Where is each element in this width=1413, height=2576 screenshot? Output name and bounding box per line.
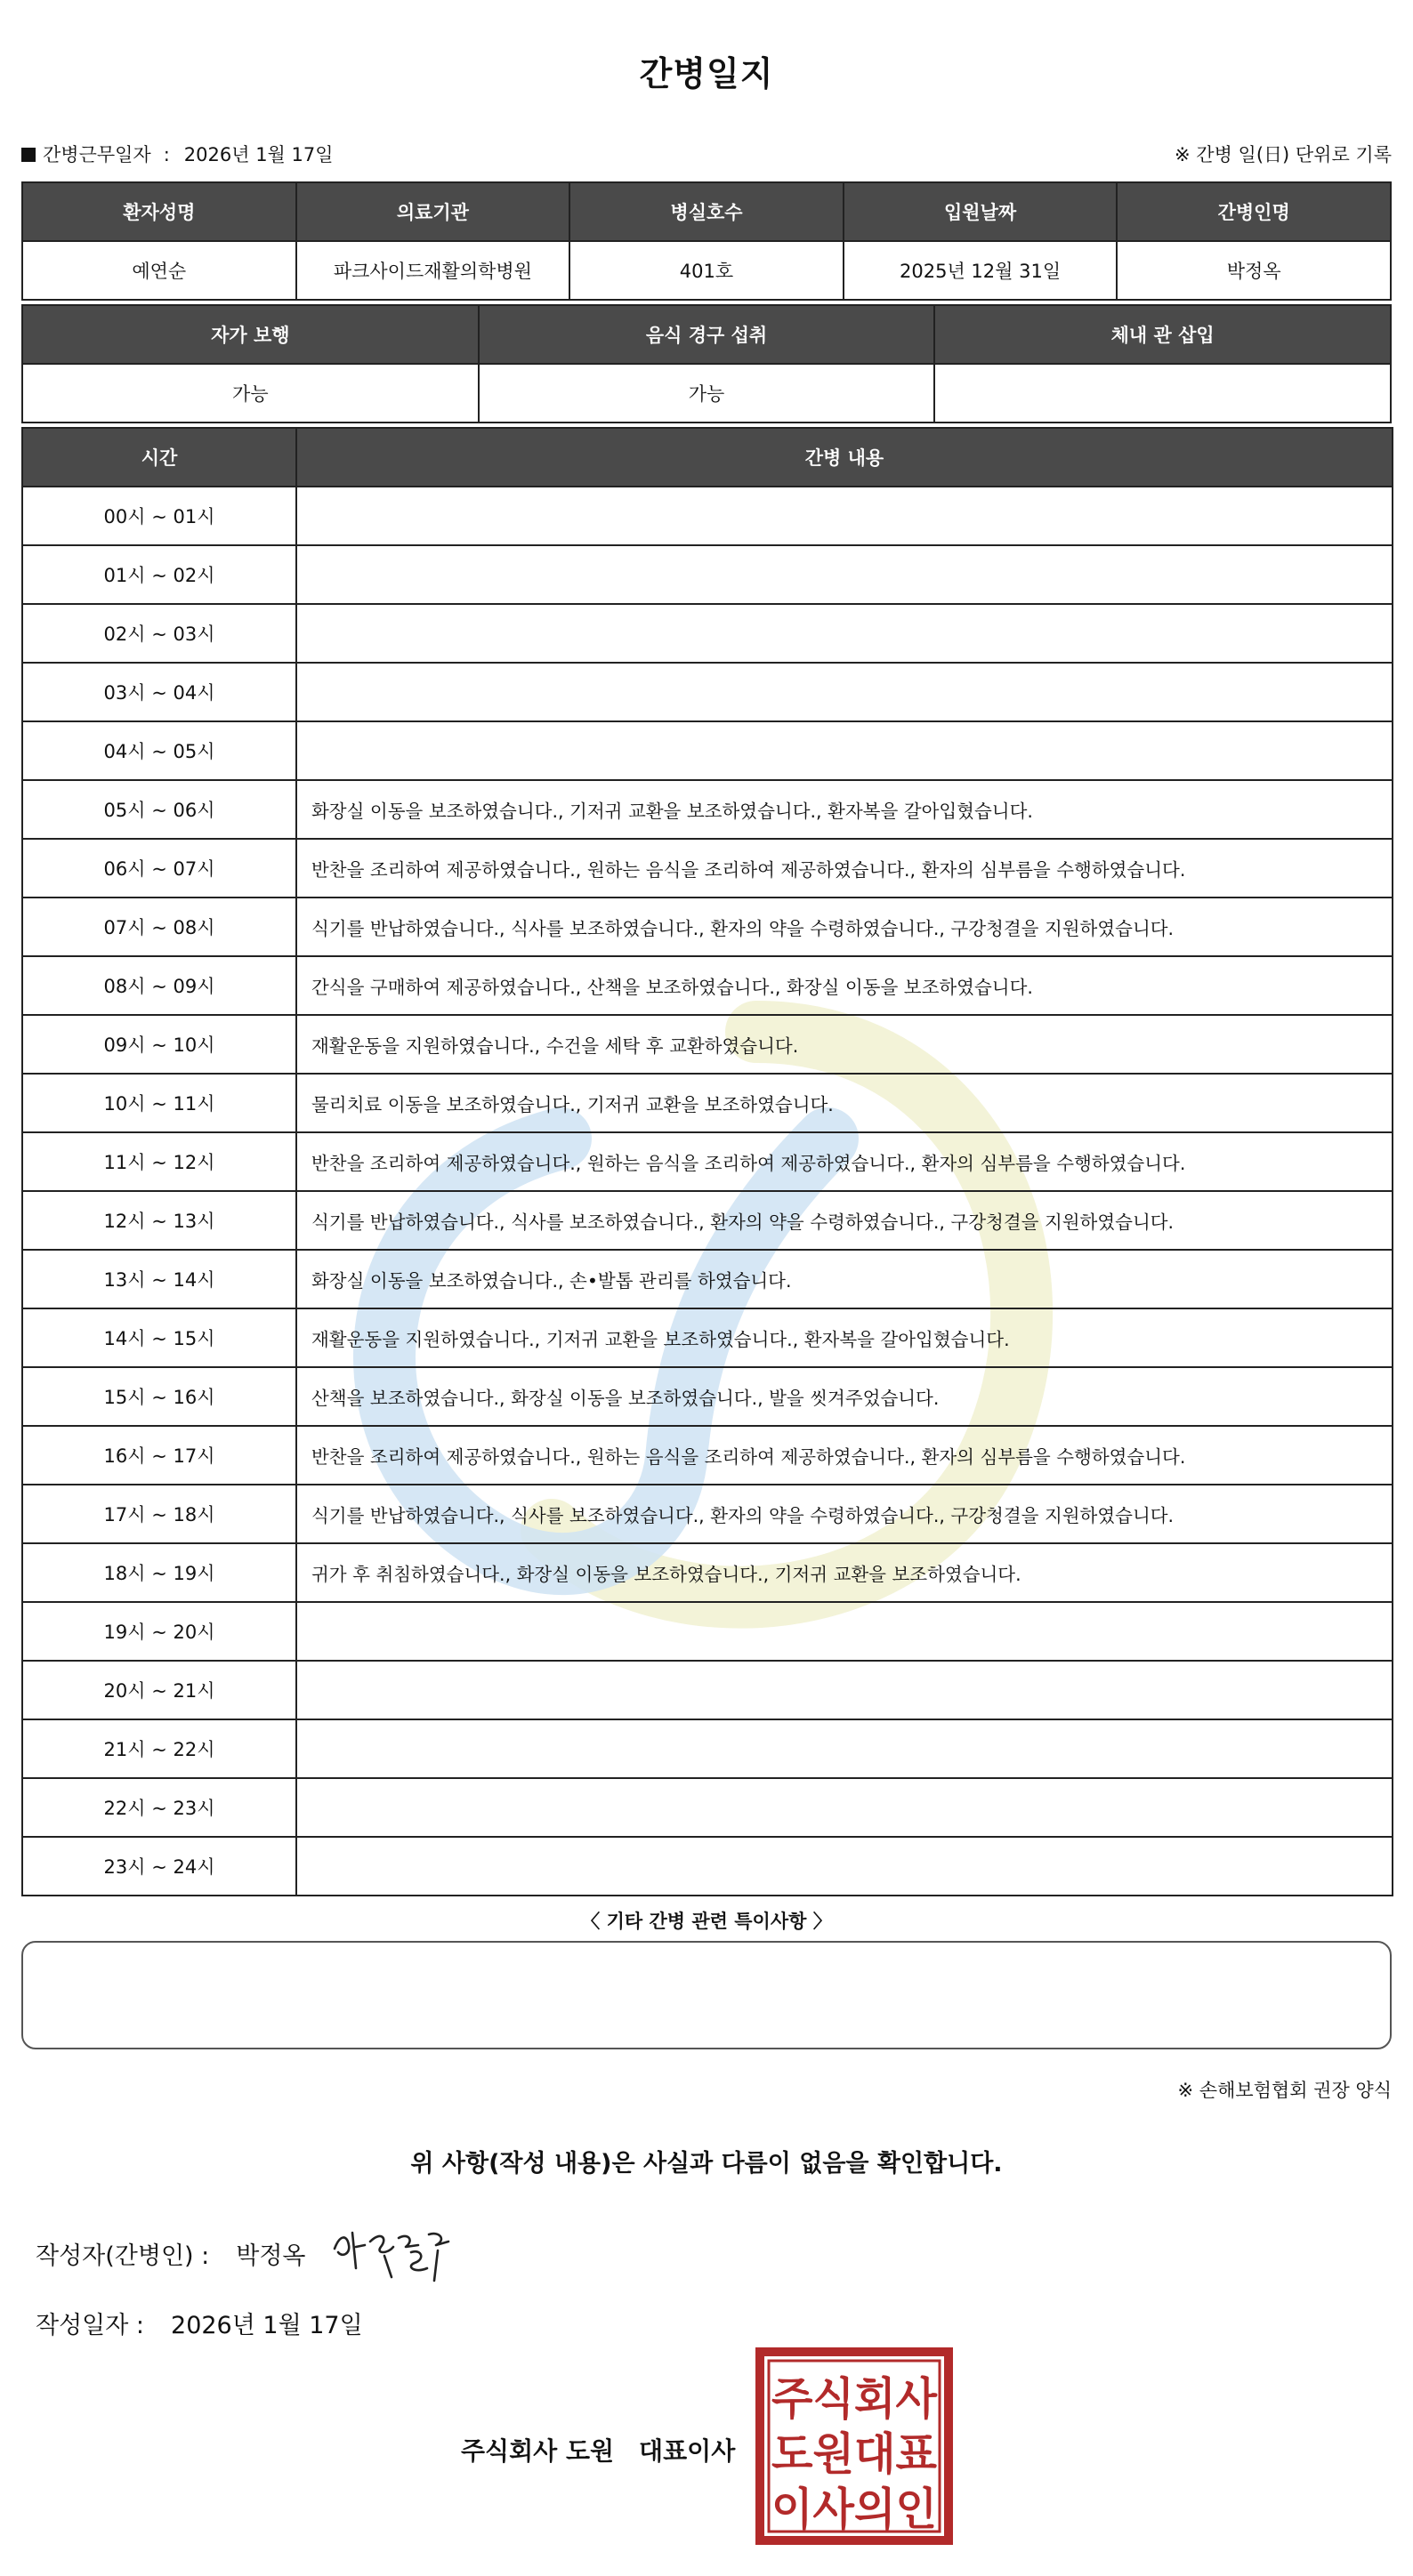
header-self-walking: 자가 보행 <box>22 305 479 364</box>
square-bullet-icon <box>21 148 36 162</box>
header-institution: 의료기관 <box>296 182 570 241</box>
company-name: 주식회사 도원 <box>461 2436 615 2466</box>
time-slot: 17시 ~ 18시 <box>22 1485 296 1543</box>
table-row <box>22 898 1393 956</box>
care-content: 반찬을 조리하여 제공하였습니다., 원하는 음식을 조리하여 제공하였습니다., 환자의 심부름을 수행하였습니다. <box>296 839 1393 898</box>
table-row <box>22 1778 1393 1837</box>
time-slot: 14시 ~ 15시 <box>22 1308 296 1367</box>
writer-line <box>36 2236 306 2271</box>
notes-title: 〈 기타 간병 관련 특이사항 〉 <box>581 1911 832 1932</box>
care-content <box>296 604 1393 663</box>
admission-date: 2025년 12월 31일 <box>844 241 1118 300</box>
time-slot: 04시 ~ 05시 <box>22 721 296 780</box>
header-caregiver-name: 간병인명 <box>1117 182 1391 241</box>
care-content <box>296 487 1393 545</box>
table-row <box>22 1308 1393 1367</box>
writer-name: 박정옥 <box>236 2242 306 2270</box>
time-slot: 10시 ~ 11시 <box>22 1074 296 1132</box>
log-header-row <box>22 428 1393 487</box>
table-row <box>22 1132 1393 1191</box>
table-row <box>22 1250 1393 1308</box>
care-content <box>296 663 1393 721</box>
company-seal-stamp <box>755 2347 954 2546</box>
notes-box <box>21 1941 1392 2049</box>
time-slot: 12시 ~ 13시 <box>22 1191 296 1250</box>
care-content: 화장실 이동을 보조하였습니다., 손•발톱 관리를 하였습니다. <box>296 1250 1393 1308</box>
care-content: 물리치료 이동을 보조하였습니다., 기저귀 교환을 보조하였습니다. <box>296 1074 1393 1132</box>
table-row <box>22 1719 1393 1778</box>
table-row <box>22 545 1393 604</box>
time-slot: 22시 ~ 23시 <box>22 1778 296 1837</box>
care-content <box>296 721 1393 780</box>
work-date <box>21 141 334 167</box>
patient-info-table <box>21 181 1392 301</box>
time-slot: 19시 ~ 20시 <box>22 1602 296 1661</box>
care-content: 재활운동을 지원하였습니다., 기저귀 교환을 보조하였습니다., 환자복을 갈아입혔습니다. <box>296 1308 1393 1367</box>
header-patient-name: 환자성명 <box>22 182 296 241</box>
signature-image <box>329 2215 463 2286</box>
table-row <box>22 1074 1393 1132</box>
patient-header-row <box>22 182 1391 241</box>
meta-row <box>21 141 1392 167</box>
time-slot: 00시 ~ 01시 <box>22 487 296 545</box>
work-date-colon: : <box>163 144 170 165</box>
institution-name: 파크사이드재활의학병원 <box>296 241 570 300</box>
table-row <box>22 487 1393 545</box>
care-content: 귀가 후 취침하였습니다., 화장실 이동을 보조하였습니다., 기저귀 교환을 보조하였습니다. <box>296 1543 1393 1602</box>
unit-note: ※ 간병 일(日) 단위로 기록 <box>1175 144 1392 165</box>
table-row <box>22 1602 1393 1661</box>
time-slot: 01시 ~ 02시 <box>22 545 296 604</box>
table-row <box>22 780 1393 839</box>
room-number: 401호 <box>569 241 844 300</box>
care-content: 식기를 반납하였습니다., 식사를 보조하였습니다., 환자의 약을 수령하였습니다., 구강청결을 지원하였습니다. <box>296 1191 1393 1250</box>
status-header-row <box>22 305 1391 364</box>
care-content <box>296 1602 1393 1661</box>
status-value-row <box>22 364 1391 423</box>
patient-name: 예연순 <box>22 241 296 300</box>
table-row <box>22 1426 1393 1485</box>
table-row <box>22 604 1393 663</box>
header-oral-intake: 음식 경구 섭취 <box>479 305 935 364</box>
care-content: 반찬을 조리하여 제공하였습니다., 원하는 음식을 조리하여 제공하였습니다., 환자의 심부름을 수행하였습니다. <box>296 1132 1393 1191</box>
seal-line-3: 이사의인 <box>771 2483 937 2535</box>
table-row <box>22 1543 1393 1602</box>
care-content: 식기를 반납하였습니다., 식사를 보조하였습니다., 환자의 약을 수령하였습니다., 구강청결을 지원하였습니다. <box>296 1485 1393 1543</box>
time-slot: 08시 ~ 09시 <box>22 956 296 1015</box>
care-content: 재활운동을 지원하였습니다., 수건을 세탁 후 교환하였습니다. <box>296 1015 1393 1074</box>
care-content: 식기를 반납하였습니다., 식사를 보조하였습니다., 환자의 약을 수령하였습니다., 구강청결을 지원하였습니다. <box>296 898 1393 956</box>
confirmation-statement: 위 사항(작성 내용)은 사실과 다름이 없음을 확인합니다. <box>410 2150 1003 2178</box>
writer-label: 작성자(간병인) : <box>36 2242 210 2270</box>
time-slot: 07시 ~ 08시 <box>22 898 296 956</box>
header-time: 시간 <box>22 428 296 487</box>
seal-line-2: 도원대표 <box>771 2428 938 2480</box>
time-slot: 11시 ~ 12시 <box>22 1132 296 1191</box>
header-room: 병실호수 <box>569 182 844 241</box>
table-row <box>22 1661 1393 1719</box>
table-row <box>22 721 1393 780</box>
care-content <box>296 1778 1393 1837</box>
time-slot: 15시 ~ 16시 <box>22 1367 296 1426</box>
care-content: 산책을 보조하였습니다., 화장실 이동을 보조하였습니다., 발을 씻겨주었습니다. <box>296 1367 1393 1426</box>
work-date-value: 2026년 1월 17일 <box>183 144 334 165</box>
header-admission-date: 입원날짜 <box>844 182 1118 241</box>
care-content <box>296 545 1393 604</box>
log-body <box>22 487 1393 1896</box>
table-row <box>22 1837 1393 1896</box>
association-note: ※ 손해보험협회 권장 양식 <box>1177 2080 1392 2101</box>
time-slot: 13시 ~ 14시 <box>22 1250 296 1308</box>
care-content <box>296 1837 1393 1896</box>
written-date-label: 작성일자 : <box>36 2312 145 2339</box>
time-slot: 03시 ~ 04시 <box>22 663 296 721</box>
time-slot: 16시 ~ 17시 <box>22 1426 296 1485</box>
table-row <box>22 839 1393 898</box>
oral-intake-value: 가능 <box>479 364 935 423</box>
care-content: 반찬을 조리하여 제공하였습니다., 원하는 음식을 조리하여 제공하였습니다., 환자의 심부름을 수행하였습니다. <box>296 1426 1393 1485</box>
care-content: 화장실 이동을 보조하였습니다., 기저귀 교환을 보조하였습니다., 환자복을 갈아입혔습니다. <box>296 780 1393 839</box>
caregiver-name: 박정옥 <box>1117 241 1391 300</box>
table-row <box>22 663 1393 721</box>
patient-value-row <box>22 241 1391 300</box>
work-date-label: 간병근무일자 <box>43 144 151 165</box>
time-slot: 09시 ~ 10시 <box>22 1015 296 1074</box>
company-line <box>461 2432 735 2467</box>
written-date-line <box>36 2306 363 2340</box>
self-walking-value: 가능 <box>22 364 479 423</box>
written-date-value: 2026년 1월 17일 <box>171 2312 363 2339</box>
ceo-title: 대표이사 <box>639 2436 736 2466</box>
tube-insertion-value <box>934 364 1391 423</box>
table-row <box>22 1367 1393 1426</box>
time-slot: 05시 ~ 06시 <box>22 780 296 839</box>
header-tube-insertion: 체내 관 삽입 <box>934 305 1391 364</box>
header-care-content: 간병 내용 <box>296 428 1393 487</box>
time-slot: 02시 ~ 03시 <box>22 604 296 663</box>
time-slot: 23시 ~ 24시 <box>22 1837 296 1896</box>
time-slot: 18시 ~ 19시 <box>22 1543 296 1602</box>
patient-status-table <box>21 304 1392 423</box>
care-content <box>296 1661 1393 1719</box>
table-row <box>22 956 1393 1015</box>
time-slot: 06시 ~ 07시 <box>22 839 296 898</box>
care-content <box>296 1719 1393 1778</box>
care-log-table <box>21 427 1393 1896</box>
table-row <box>22 1191 1393 1250</box>
seal-line-1: 주식회사 <box>771 2373 938 2425</box>
page-title: 간병일지 <box>639 54 774 93</box>
time-slot: 21시 ~ 22시 <box>22 1719 296 1778</box>
table-row <box>22 1485 1393 1543</box>
care-content: 간식을 구매하여 제공하였습니다., 산책을 보조하였습니다., 화장실 이동을 보조하였습니다. <box>296 956 1393 1015</box>
time-slot: 20시 ~ 21시 <box>22 1661 296 1719</box>
table-row <box>22 1015 1393 1074</box>
